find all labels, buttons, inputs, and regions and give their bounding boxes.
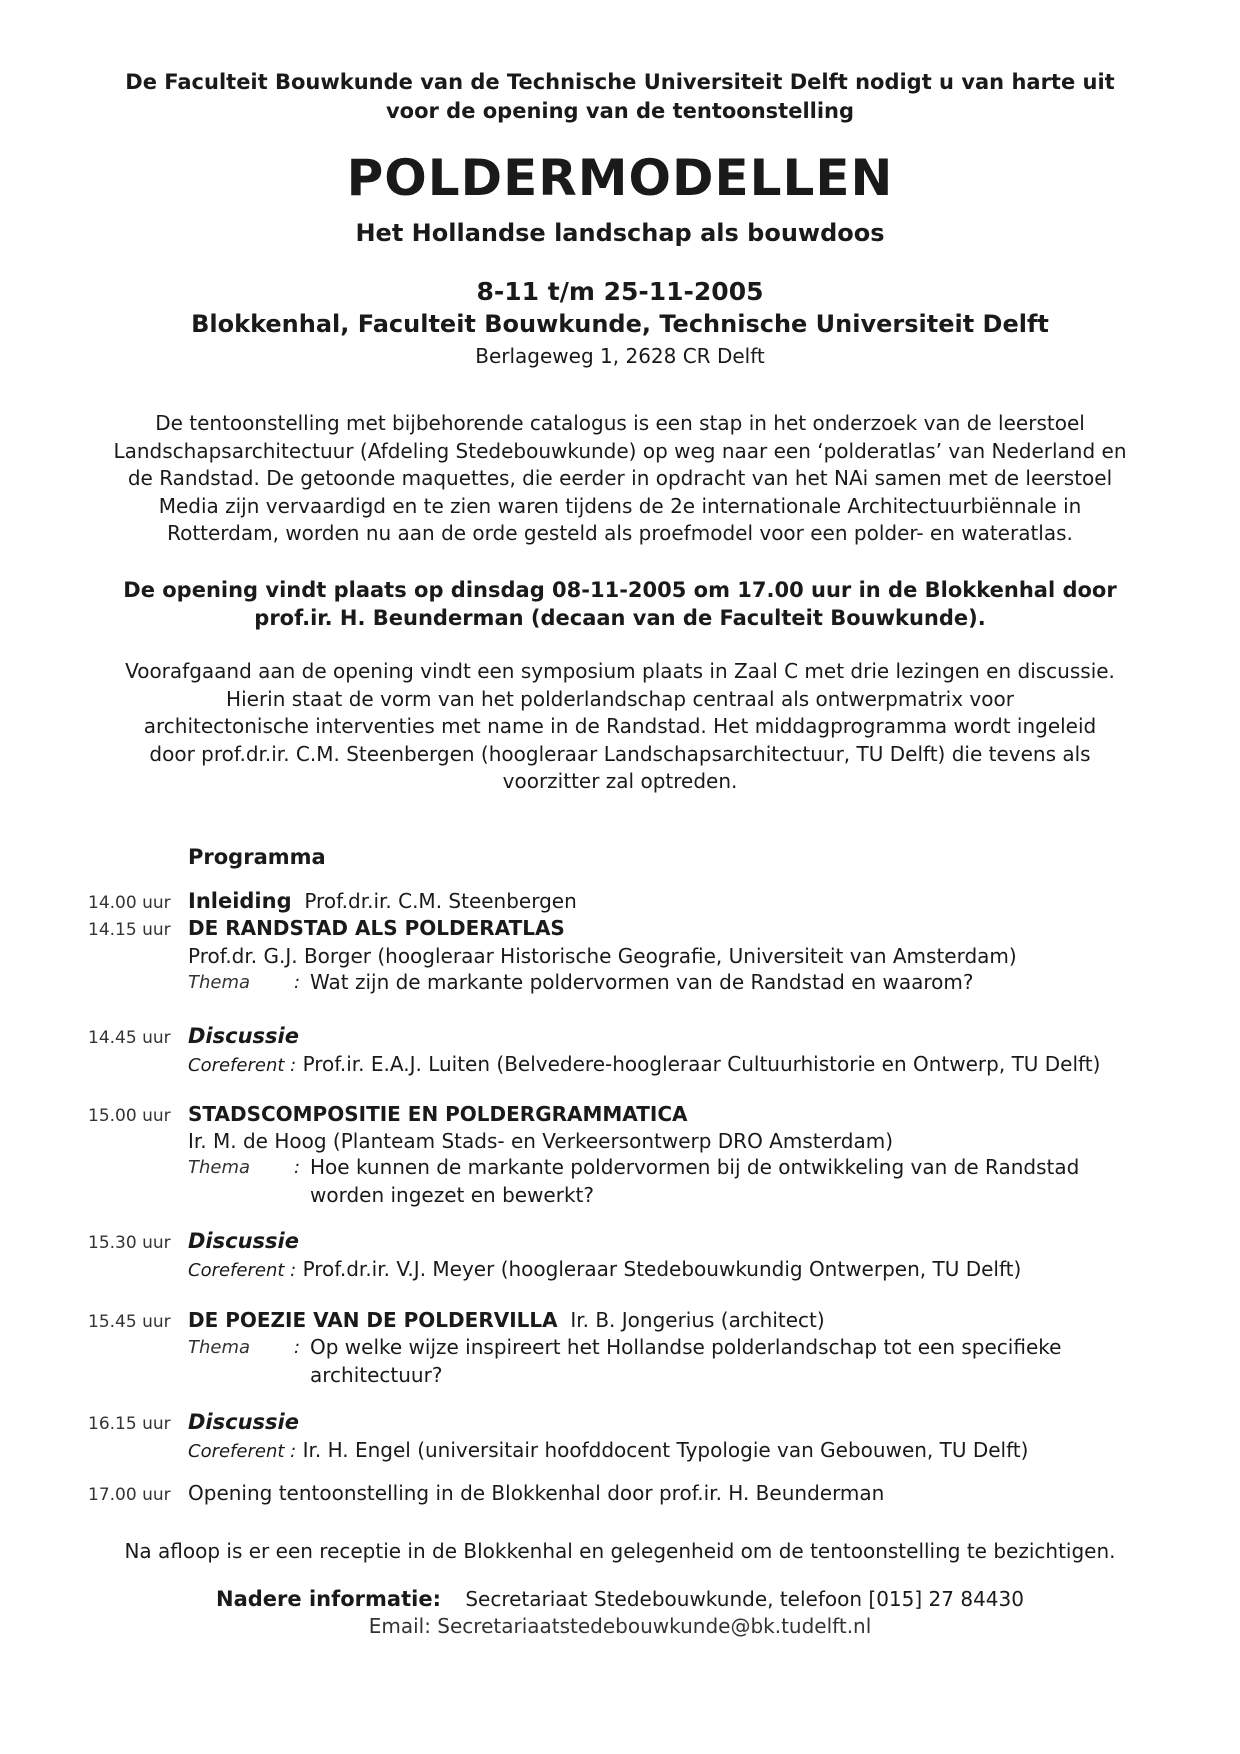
program-item-title: Discussie	[188, 1229, 299, 1253]
program-item-title: DE POEZIE VAN DE POLDERVILLA	[188, 1308, 558, 1332]
description-paragraph	[86, 410, 1154, 548]
coreferent-line	[188, 1437, 1028, 1465]
program-item-title: Discussie	[188, 1024, 299, 1048]
program-time: 16.15 uur	[88, 1414, 171, 1434]
exhibition-subtitle: Het Hollandse landschap als bouwdoos	[355, 219, 885, 247]
program-time: 14.00 uur	[88, 893, 171, 913]
paragraph-line: prof.ir. H. Beunderman (decaan van de Faculteit Bouwkunde).	[254, 606, 986, 630]
paragraph-line: de Randstad. De getoonde maquettes, die eerder in opdracht van het NAi samen met de leerstoel	[127, 466, 1113, 490]
program-time: 14.45 uur	[88, 1028, 171, 1048]
contact-email: Email: Secretariaatstedebouwkunde@bk.tudelft.nl	[368, 1614, 872, 1638]
thema-text	[310, 969, 1150, 997]
intro-line: De Faculteit Bouwkunde van de Technische Universiteit Delft nodigt u van harte uit	[125, 70, 1115, 94]
coreferent-label: Coreferent :	[188, 1441, 297, 1462]
program-time: 14.15 uur	[88, 920, 171, 940]
paragraph-line: door prof.dr.ir. C.M. Steenbergen (hoogleraar Landschapsarchitectuur, TU Delft) die tevens als	[149, 741, 1091, 766]
venue-address: Berlageweg 1, 2628 CR Delft	[475, 344, 765, 368]
intro-line: voor de opening van de tentoonstelling	[385, 99, 855, 123]
paragraph-line: Voorafgaand aan de opening vindt een symposium plaats in Zaal C met drie lezingen en discussie.	[125, 659, 1115, 683]
program-time: 15.45 uur	[88, 1312, 171, 1332]
paragraph-line: voorzitter zal optreden.	[502, 769, 738, 793]
paragraph-line: architectonische interventies met name in de Randstad. Het middagprogramma wordt ingeleid	[143, 714, 1097, 738]
paragraph-line: Landschapsarchitectuur (Afdeling Stedebouwkunde) op weg naar een ‘polderatlas’ van Nederland en	[113, 438, 1127, 463]
thema-line: architectuur?	[310, 1362, 443, 1387]
program-item-title: Discussie	[188, 1410, 299, 1434]
program-item-title: DE RANDSTAD ALS POLDERATLAS	[188, 916, 565, 940]
contact-info	[60, 1585, 1180, 1613]
thema-text	[310, 1154, 1150, 1209]
exhibition-title: POLDERMODELLEN	[346, 149, 894, 207]
symposium-paragraph	[86, 658, 1154, 796]
thema-colon: :	[294, 972, 301, 993]
program-item-title: Inleiding	[188, 889, 292, 913]
coreferent-name: Prof.dr.ir. V.J. Meyer (hoogleraar Stedebouwkundig Ontwerpen, TU Delft)	[302, 1257, 1022, 1281]
program-item-speaker: Prof.dr. G.J. Borger (hoogleraar Historische Geografie, Universiteit van Amsterdam)	[188, 944, 1017, 968]
program-item-speaker: Ir. M. de Hoog (Planteam Stads- en Verkeersontwerp DRO Amsterdam)	[188, 1129, 894, 1153]
coreferent-name: Prof.ir. E.A.J. Luiten (Belvedere-hoogleraar Cultuurhistorie en Ontwerp, TU Delft)	[302, 1052, 1101, 1076]
thema-label: Thema	[188, 1157, 251, 1178]
program-item-title: STADSCOMPOSITIE EN POLDERGRAMMATICA	[188, 1102, 688, 1126]
paragraph-line: Rotterdam, worden nu aan de orde gesteld als proefmodel voor een polder- en wateratlas.	[167, 521, 1073, 545]
contact-text: Secretariaat Stedebouwkunde, telefoon [015] 27 84430	[465, 1587, 1024, 1611]
thema-colon: :	[294, 1337, 301, 1358]
paragraph-line: Media zijn vervaardigd en te zien waren tijdens de 2e internationale Architectuurbiënnale in	[158, 493, 1082, 518]
exhibition-venue: Blokkenhal, Faculteit Bouwkunde, Technische Universiteit Delft	[191, 310, 1049, 338]
thema-line: Wat zijn de markante poldervormen van de Randstad en waarom?	[310, 970, 974, 994]
thema-line: Hoe kunnen de markante poldervormen bij de ontwikkeling van de Randstad	[310, 1155, 1080, 1179]
program-item-speaker: Prof.dr.ir. C.M. Steenbergen	[304, 889, 577, 913]
thema-label: Thema	[188, 972, 251, 993]
closing-note: Na afloop is er een receptie in de Blokkenhal en gelegenheid om de tentoonstelling te bezichtigen.	[124, 1539, 1116, 1563]
program-item	[188, 888, 577, 914]
program-time: 15.00 uur	[88, 1106, 171, 1126]
coreferent-label: Coreferent :	[188, 1055, 297, 1076]
paragraph-line: De tentoonstelling met bijbehorende catalogus is een stap in het onderzoek van de leerstoel	[155, 411, 1085, 435]
thema-text	[310, 1334, 1150, 1389]
program-time: 15.30 uur	[88, 1233, 171, 1253]
thema-line: Op welke wijze inspireert het Hollandse polderlandschap tot een specifieke	[310, 1335, 1062, 1359]
opening-announcement	[86, 576, 1154, 632]
coreferent-name: Ir. H. Engel (universitair hoofddocent Typologie van Gebouwen, TU Delft)	[302, 1438, 1029, 1462]
paragraph-line: Hierin staat de vorm van het polderlandschap centraal als ontwerpmatrix voor	[226, 686, 1014, 711]
coreferent-line	[188, 1256, 1021, 1284]
program-item	[188, 1307, 825, 1333]
paragraph-line: De opening vindt plaats op dinsdag 08-11-2005 om 17.00 uur in de Blokkenhal door	[123, 578, 1117, 602]
exhibition-dates: 8-11 t/m 25-11-2005	[476, 277, 764, 306]
intro-text	[60, 68, 1180, 126]
thema-label: Thema	[188, 1337, 251, 1358]
program-time: 17.00 uur	[88, 1485, 171, 1505]
thema-line: worden ingezet en bewerkt?	[310, 1182, 594, 1207]
coreferent-line	[188, 1051, 1100, 1079]
contact-label: Nadere informatie:	[216, 1587, 441, 1611]
coreferent-label: Coreferent :	[188, 1260, 297, 1281]
thema-colon: :	[294, 1157, 301, 1178]
program-item-title: Opening tentoonstelling in de Blokkenhal door prof.ir. H. Beunderman	[188, 1481, 885, 1505]
program-heading: Programma	[188, 845, 326, 869]
program-item-speaker: Ir. B. Jongerius (architect)	[570, 1308, 825, 1332]
